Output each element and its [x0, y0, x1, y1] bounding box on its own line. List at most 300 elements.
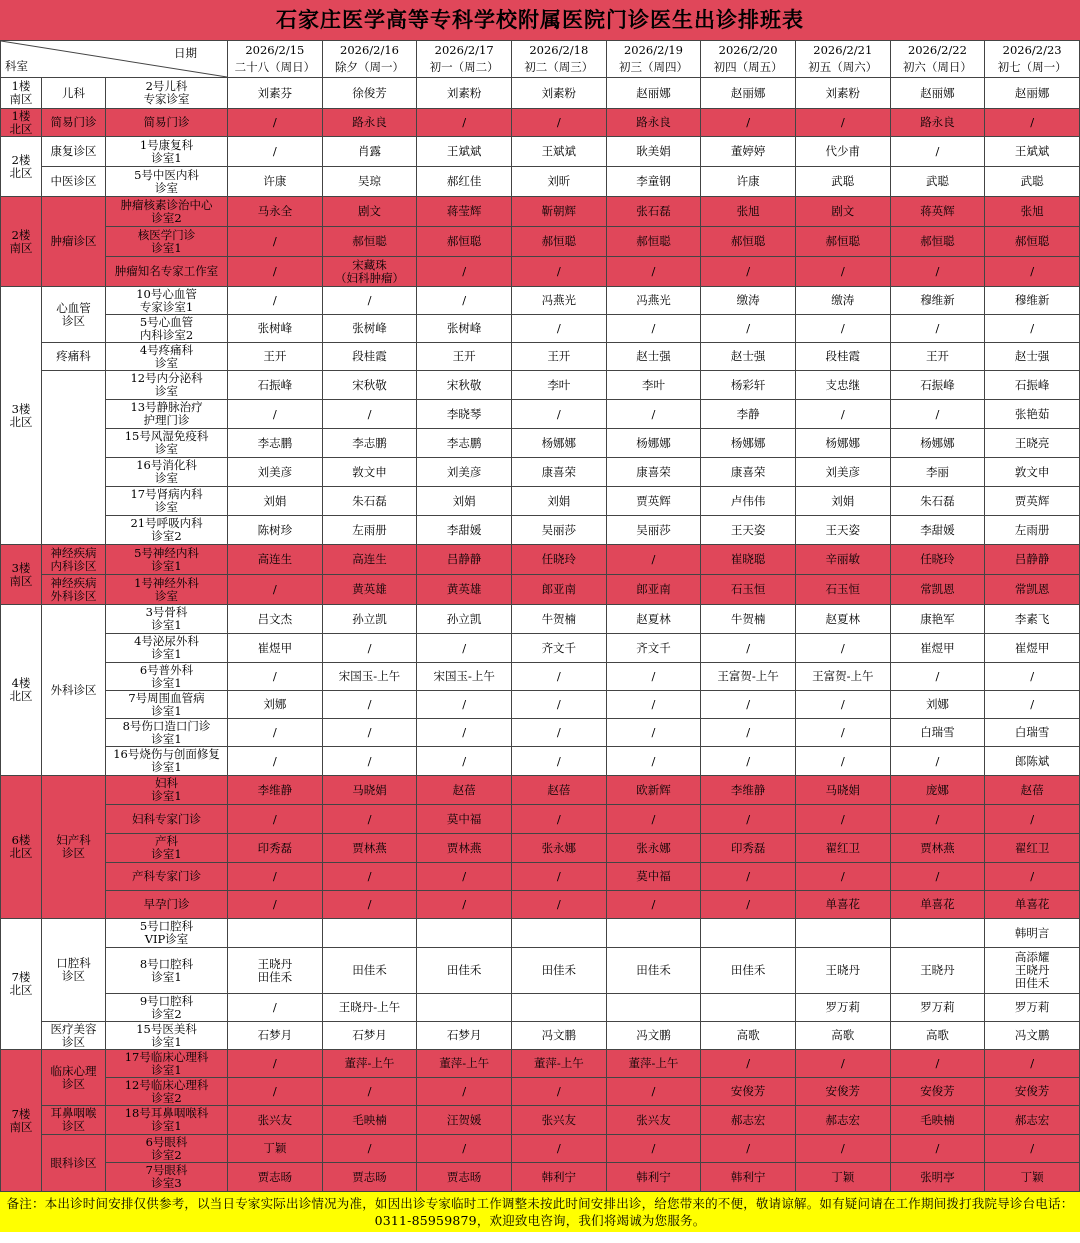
doctor-cell: 印秀磊 — [701, 834, 796, 863]
doctor-cell: 田佳禾 — [511, 948, 606, 994]
doctor-cell: 安俊芳 — [795, 1078, 890, 1106]
doctor-cell: 张兴友 — [228, 1106, 323, 1135]
doctor-cell: / — [985, 315, 1080, 343]
doctor-cell: 刘素粉 — [511, 78, 606, 109]
department-cell: 简易门诊 — [42, 109, 106, 137]
doctor-cell: 刘娟 — [795, 487, 890, 516]
doctor-cell: 任晓玲 — [511, 545, 606, 575]
doctor-cell: 左雨册 — [322, 516, 417, 545]
doctor-cell: 白瑞雪 — [890, 719, 985, 747]
doctor-cell: / — [511, 400, 606, 429]
table-row — [1, 487, 1080, 516]
doctor-cell: 张树峰 — [322, 315, 417, 343]
date-header — [228, 41, 323, 78]
doctor-cell: 孙立凯 — [322, 605, 417, 634]
doctor-cell: / — [511, 315, 606, 343]
doctor-cell: 赵丽娜 — [701, 78, 796, 109]
doctor-cell: / — [890, 257, 985, 287]
department-cell — [42, 371, 106, 545]
department-cell: 心血管 诊区 — [42, 287, 106, 343]
doctor-cell: 刘美彦 — [795, 458, 890, 487]
doctor-cell: 王晓亮 — [985, 429, 1080, 458]
doctor-cell: 田佳禾 — [606, 948, 701, 994]
doctor-cell: / — [606, 719, 701, 747]
doctor-cell: 白瑞雪 — [985, 719, 1080, 747]
doctor-cell: 赵士强 — [985, 343, 1080, 371]
doctor-cell: 董婷婷 — [701, 137, 796, 167]
doctor-cell: 李叶 — [511, 371, 606, 400]
doctor-cell: / — [606, 257, 701, 287]
doctor-cell: 李志鹏 — [228, 429, 323, 458]
department-cell: 外科诊区 — [42, 605, 106, 776]
doctor-cell: 王富贺-上午 — [795, 663, 890, 691]
location-cell: 7楼 南区 — [1, 1050, 42, 1192]
date-text: 2026/2/18 — [529, 43, 589, 57]
doctor-cell: / — [985, 109, 1080, 137]
doctor-cell: / — [511, 719, 606, 747]
room-cell: 2号儿科 专家诊室 — [106, 78, 228, 109]
doctor-cell: 高歌 — [701, 1022, 796, 1050]
doctor-cell: / — [417, 719, 512, 747]
date-text: 2026/2/20 — [718, 43, 778, 57]
doctor-cell: / — [701, 1135, 796, 1163]
table-row — [1, 227, 1080, 257]
doctor-cell: 石振峰 — [890, 371, 985, 400]
department-cell: 神经疾病 外科诊区 — [42, 575, 106, 605]
doctor-cell: 王开 — [511, 343, 606, 371]
table-row — [1, 776, 1080, 805]
room-cell: 5号中医内科 诊室 — [106, 167, 228, 197]
doctor-cell: 宋秋敬 — [322, 371, 417, 400]
doctor-cell: / — [322, 691, 417, 719]
dept-label: 科室 — [5, 59, 28, 73]
doctor-cell: 张旭 — [701, 197, 796, 227]
room-cell: 核医学门诊 诊室1 — [106, 227, 228, 257]
room-cell: 7号眼科 诊室3 — [106, 1163, 228, 1192]
date-header — [511, 41, 606, 78]
doctor-cell: 剧文 — [322, 197, 417, 227]
doctor-cell: 马晓娟 — [795, 776, 890, 805]
room-cell: 21号呼吸内科 诊室2 — [106, 516, 228, 545]
doctor-cell: / — [701, 805, 796, 834]
doctor-cell: / — [701, 891, 796, 919]
doctor-cell: 莫中福 — [606, 863, 701, 891]
table-row — [1, 1135, 1080, 1163]
location-cell: 3楼 北区 — [1, 287, 42, 545]
page-title: 石家庄医学高等专科学校附属医院门诊医生出诊排班表 — [0, 0, 1080, 40]
doctor-cell: 武聪 — [795, 167, 890, 197]
doctor-cell: 赵夏林 — [795, 605, 890, 634]
doctor-cell: 段桂霞 — [322, 343, 417, 371]
doctor-cell: 石振峰 — [985, 371, 1080, 400]
department-cell: 中医诊区 — [42, 167, 106, 197]
doctor-cell: 李素飞 — [985, 605, 1080, 634]
doctor-cell: / — [228, 1050, 323, 1078]
doctor-cell: 王开 — [890, 343, 985, 371]
room-cell: 15号风湿免疫科 诊室 — [106, 429, 228, 458]
doctor-cell: / — [417, 634, 512, 663]
doctor-cell: 赵丽娜 — [890, 78, 985, 109]
doctor-cell: / — [417, 747, 512, 776]
room-cell: 17号临床心理科 诊室1 — [106, 1050, 228, 1078]
table-row — [1, 545, 1080, 575]
doctor-cell: / — [417, 109, 512, 137]
doctor-cell: 张永娜 — [511, 834, 606, 863]
doctor-cell: 康喜荣 — [606, 458, 701, 487]
doctor-cell: 贾英辉 — [606, 487, 701, 516]
doctor-cell: 路永良 — [322, 109, 417, 137]
doctor-cell: 剧文 — [795, 197, 890, 227]
doctor-cell: 郝志宏 — [701, 1106, 796, 1135]
doctor-cell: / — [322, 747, 417, 776]
doctor-cell: / — [322, 863, 417, 891]
table-row — [1, 167, 1080, 197]
room-cell: 12号临床心理科 诊室2 — [106, 1078, 228, 1106]
doctor-cell: 赵士强 — [701, 343, 796, 371]
date-text: 2026/2/21 — [813, 43, 873, 57]
department-cell: 耳鼻咽喉 诊区 — [42, 1106, 106, 1135]
doctor-cell: 李志鹏 — [417, 429, 512, 458]
doctor-cell: 郝恒聪 — [795, 227, 890, 257]
doctor-cell: 路永良 — [890, 109, 985, 137]
doctor-cell: / — [985, 805, 1080, 834]
room-cell: 早孕门诊 — [106, 891, 228, 919]
doctor-cell: 朱石磊 — [890, 487, 985, 516]
room-cell: 5号口腔科 VIP诊室 — [106, 919, 228, 948]
doctor-cell: / — [985, 257, 1080, 287]
doctor-cell — [701, 919, 796, 948]
date-header — [985, 41, 1080, 78]
doctor-cell: 冯文鹏 — [985, 1022, 1080, 1050]
doctor-cell: 蒋英辉 — [890, 197, 985, 227]
doctor-cell: 孙立凯 — [417, 605, 512, 634]
room-cell: 8号伤口造口门诊 诊室1 — [106, 719, 228, 747]
doctor-cell: / — [890, 1135, 985, 1163]
room-cell: 产科专家门诊 — [106, 863, 228, 891]
doctor-cell — [511, 919, 606, 948]
table-row — [1, 691, 1080, 719]
doctor-cell: / — [228, 747, 323, 776]
doctor-cell: / — [228, 109, 323, 137]
location-cell: 1楼 北区 — [1, 109, 42, 137]
table-row — [1, 575, 1080, 605]
table-row — [1, 137, 1080, 167]
doctor-cell: / — [606, 891, 701, 919]
room-cell: 妇科专家门诊 — [106, 805, 228, 834]
doctor-cell: / — [511, 691, 606, 719]
doctor-cell: 宋藏珠 （妇科肿瘤） — [322, 257, 417, 287]
doctor-cell: 康喜荣 — [511, 458, 606, 487]
diagonal-header — [1, 41, 228, 78]
doctor-cell: / — [701, 719, 796, 747]
doctor-cell — [417, 994, 512, 1022]
doctor-cell: 贾林燕 — [417, 834, 512, 863]
doctor-cell: 吕静静 — [417, 545, 512, 575]
doctor-cell: / — [795, 691, 890, 719]
doctor-cell: / — [228, 863, 323, 891]
table-row — [1, 863, 1080, 891]
lunar-weekday-text: 初五（周六） — [808, 60, 878, 74]
doctor-cell: 李志鹏 — [322, 429, 417, 458]
doctor-cell: / — [890, 805, 985, 834]
doctor-cell: / — [985, 663, 1080, 691]
doctor-cell: 高添耀 王晓丹 田佳禾 — [985, 948, 1080, 994]
doctor-cell: 杨娜娜 — [606, 429, 701, 458]
doctor-cell: 王晓丹 田佳禾 — [228, 948, 323, 994]
doctor-cell: 高歌 — [890, 1022, 985, 1050]
doctor-cell: 安俊芳 — [985, 1078, 1080, 1106]
department-cell: 儿科 — [42, 78, 106, 109]
doctor-cell: 卢伟伟 — [701, 487, 796, 516]
doctor-cell: 石梦月 — [322, 1022, 417, 1050]
table-row — [1, 719, 1080, 747]
doctor-cell: 齐文千 — [511, 634, 606, 663]
doctor-cell: 石玉恒 — [795, 575, 890, 605]
doctor-cell: 宋国玉-上午 — [417, 663, 512, 691]
doctor-cell: 丁颖 — [985, 1163, 1080, 1192]
room-cell: 15号医美科 诊室1 — [106, 1022, 228, 1050]
doctor-cell: 刘素粉 — [795, 78, 890, 109]
doctor-cell: 吕文杰 — [228, 605, 323, 634]
doctor-cell: / — [890, 137, 985, 167]
doctor-cell — [228, 919, 323, 948]
doctor-cell: 穆维新 — [890, 287, 985, 315]
department-cell: 疼痛科 — [42, 343, 106, 371]
date-header — [701, 41, 796, 78]
doctor-cell: 敦文申 — [985, 458, 1080, 487]
table-row — [1, 400, 1080, 429]
doctor-cell: / — [417, 1078, 512, 1106]
doctor-cell: 李维静 — [228, 776, 323, 805]
doctor-cell: / — [228, 287, 323, 315]
doctor-cell: 庞娜 — [890, 776, 985, 805]
date-header — [890, 41, 985, 78]
doctor-cell: 赵士强 — [606, 343, 701, 371]
doctor-cell: / — [606, 663, 701, 691]
doctor-cell: 王晓丹 — [795, 948, 890, 994]
doctor-cell: 刘美彦 — [417, 458, 512, 487]
date-header — [795, 41, 890, 78]
doctor-cell: 韩利宁 — [511, 1163, 606, 1192]
lunar-weekday-text: 初六（周日） — [902, 60, 972, 74]
doctor-cell: / — [322, 287, 417, 315]
table-row — [1, 257, 1080, 287]
date-text: 2026/2/16 — [340, 43, 399, 57]
room-cell: 3号骨科 诊室1 — [106, 605, 228, 634]
doctor-cell: / — [890, 1050, 985, 1078]
doctor-cell: / — [985, 1050, 1080, 1078]
doctor-cell: / — [795, 863, 890, 891]
doctor-cell — [701, 994, 796, 1022]
doctor-cell: 刘素粉 — [417, 78, 512, 109]
doctor-cell: 王晓丹 — [890, 948, 985, 994]
doctor-cell — [606, 994, 701, 1022]
room-cell: 8号口腔科 诊室1 — [106, 948, 228, 994]
table-row — [1, 343, 1080, 371]
doctor-cell: 石玉恒 — [701, 575, 796, 605]
doctor-cell: 刘娜 — [228, 691, 323, 719]
doctor-cell: 冯燕光 — [606, 287, 701, 315]
date-header — [322, 41, 417, 78]
doctor-cell: 贾志旸 — [228, 1163, 323, 1192]
doctor-cell: / — [417, 287, 512, 315]
room-cell: 16号消化科 诊室 — [106, 458, 228, 487]
doctor-cell: / — [701, 315, 796, 343]
doctor-cell: / — [701, 109, 796, 137]
doctor-cell: / — [795, 400, 890, 429]
doctor-cell: 张树峰 — [228, 315, 323, 343]
doctor-cell: 王开 — [228, 343, 323, 371]
doctor-cell: 路永良 — [606, 109, 701, 137]
location-cell: 2楼 北区 — [1, 137, 42, 197]
lunar-weekday-text: 初一（周二） — [429, 60, 499, 74]
doctor-cell: / — [228, 805, 323, 834]
location-cell: 3楼 南区 — [1, 545, 42, 605]
table-row — [1, 634, 1080, 663]
date-text: 2026/2/17 — [434, 43, 494, 57]
doctor-cell: 张明亭 — [890, 1163, 985, 1192]
doctor-cell: 郎陈斌 — [985, 747, 1080, 776]
doctor-cell: 黄英雄 — [322, 575, 417, 605]
doctor-cell: 印秀磊 — [228, 834, 323, 863]
room-cell: 16号烧伤与创面修复 诊室1 — [106, 747, 228, 776]
doctor-cell: 武聪 — [890, 167, 985, 197]
doctor-cell: 张石磊 — [606, 197, 701, 227]
doctor-cell: / — [228, 994, 323, 1022]
doctor-cell: 马永全 — [228, 197, 323, 227]
doctor-cell: 董萍-上午 — [511, 1050, 606, 1078]
doctor-cell: / — [417, 257, 512, 287]
doctor-cell: 贾志旸 — [322, 1163, 417, 1192]
doctor-cell — [417, 919, 512, 948]
doctor-cell: 吕静静 — [985, 545, 1080, 575]
doctor-cell: 崔晓聪 — [701, 545, 796, 575]
room-cell: 4号疼痛科 诊室 — [106, 343, 228, 371]
doctor-cell: 赵蓓 — [985, 776, 1080, 805]
doctor-cell: 田佳禾 — [322, 948, 417, 994]
doctor-cell: / — [606, 805, 701, 834]
doctor-cell: 高连生 — [322, 545, 417, 575]
room-cell: 13号静脉治疗 护理门诊 — [106, 400, 228, 429]
doctor-cell: / — [985, 691, 1080, 719]
doctor-cell: 王天姿 — [701, 516, 796, 545]
location-cell: 1楼 南区 — [1, 78, 42, 109]
department-cell: 眼科诊区 — [42, 1135, 106, 1192]
room-cell: 18号耳鼻咽喉科 诊室1 — [106, 1106, 228, 1135]
doctor-cell: 郝恒聪 — [890, 227, 985, 257]
doctor-cell: 郝恒聪 — [985, 227, 1080, 257]
doctor-cell: 任晓玲 — [890, 545, 985, 575]
doctor-cell: 翟红卫 — [985, 834, 1080, 863]
location-cell: 4楼 北区 — [1, 605, 42, 776]
doctor-cell: 常凯恩 — [985, 575, 1080, 605]
doctor-cell: 康喜荣 — [701, 458, 796, 487]
doctor-cell: 刘娟 — [511, 487, 606, 516]
header-row — [1, 41, 1080, 78]
doctor-cell: 辛丽敏 — [795, 545, 890, 575]
doctor-cell: / — [795, 109, 890, 137]
doctor-cell: 李静 — [701, 400, 796, 429]
doctor-cell: 陈树珍 — [228, 516, 323, 545]
doctor-cell: / — [417, 891, 512, 919]
doctor-cell: 郝恒聪 — [322, 227, 417, 257]
lunar-weekday-text: 除夕（周一） — [335, 60, 404, 74]
table-row — [1, 805, 1080, 834]
date-text: 2026/2/23 — [1002, 43, 1062, 57]
doctor-cell: 冯文鹏 — [511, 1022, 606, 1050]
doctor-cell: / — [606, 1135, 701, 1163]
date-text: 2026/2/19 — [623, 43, 683, 57]
lunar-weekday-text: 初七（周一） — [997, 60, 1067, 74]
date-text: 2026/2/15 — [245, 43, 305, 57]
doctor-cell: / — [228, 1078, 323, 1106]
doctor-cell: 王斌斌 — [985, 137, 1080, 167]
doctor-cell: 毛映楠 — [322, 1106, 417, 1135]
table-row — [1, 747, 1080, 776]
doctor-cell: 贾林燕 — [322, 834, 417, 863]
doctor-cell: 郝志宏 — [985, 1106, 1080, 1135]
doctor-cell: 缴涛 — [795, 287, 890, 315]
doctor-cell: 崔煜甲 — [890, 634, 985, 663]
doctor-cell: / — [985, 863, 1080, 891]
doctor-cell: 吴丽莎 — [606, 516, 701, 545]
doctor-cell: / — [795, 1050, 890, 1078]
doctor-cell: 郝恒聪 — [511, 227, 606, 257]
table-row — [1, 109, 1080, 137]
doctor-cell: 郝恒聪 — [701, 227, 796, 257]
doctor-cell: 高连生 — [228, 545, 323, 575]
doctor-cell: 靳朝辉 — [511, 197, 606, 227]
doctor-cell: / — [890, 747, 985, 776]
room-cell: 产科 诊室1 — [106, 834, 228, 863]
table-row — [1, 994, 1080, 1022]
table-row — [1, 371, 1080, 400]
doctor-cell: / — [795, 634, 890, 663]
doctor-cell: 刘娜 — [890, 691, 985, 719]
doctor-cell: 单喜花 — [795, 891, 890, 919]
table-row — [1, 1163, 1080, 1192]
doctor-cell: 丁颖 — [228, 1135, 323, 1163]
doctor-cell: 吴丽莎 — [511, 516, 606, 545]
doctor-cell: / — [701, 691, 796, 719]
doctor-cell: / — [606, 747, 701, 776]
schedule-table — [0, 40, 1080, 1192]
room-cell: 1号康复科 诊室1 — [106, 137, 228, 167]
doctor-cell: / — [228, 227, 323, 257]
room-cell: 10号心血管 专家诊室1 — [106, 287, 228, 315]
doctor-cell: 赵蓓 — [417, 776, 512, 805]
doctor-cell: 敦文申 — [322, 458, 417, 487]
doctor-cell: 宋国玉-上午 — [322, 663, 417, 691]
doctor-cell: 王富贺-上午 — [701, 663, 796, 691]
lunar-weekday-text: 初三（周四） — [618, 60, 688, 74]
doctor-cell: 罗万莉 — [795, 994, 890, 1022]
table-row — [1, 315, 1080, 343]
doctor-cell: 徐俊芳 — [322, 78, 417, 109]
doctor-cell: 李晓琴 — [417, 400, 512, 429]
table-row — [1, 1022, 1080, 1050]
doctor-cell: 王斌斌 — [417, 137, 512, 167]
doctor-cell — [511, 994, 606, 1022]
doctor-cell: 刘素芬 — [228, 78, 323, 109]
doctor-cell: 杨娜娜 — [511, 429, 606, 458]
doctor-cell: 董萍-上午 — [606, 1050, 701, 1078]
department-cell: 肿瘤诊区 — [42, 197, 106, 287]
doctor-cell: 罗万莉 — [985, 994, 1080, 1022]
doctor-cell: 石振峰 — [228, 371, 323, 400]
department-cell: 妇产科 诊区 — [42, 776, 106, 919]
table-row — [1, 458, 1080, 487]
